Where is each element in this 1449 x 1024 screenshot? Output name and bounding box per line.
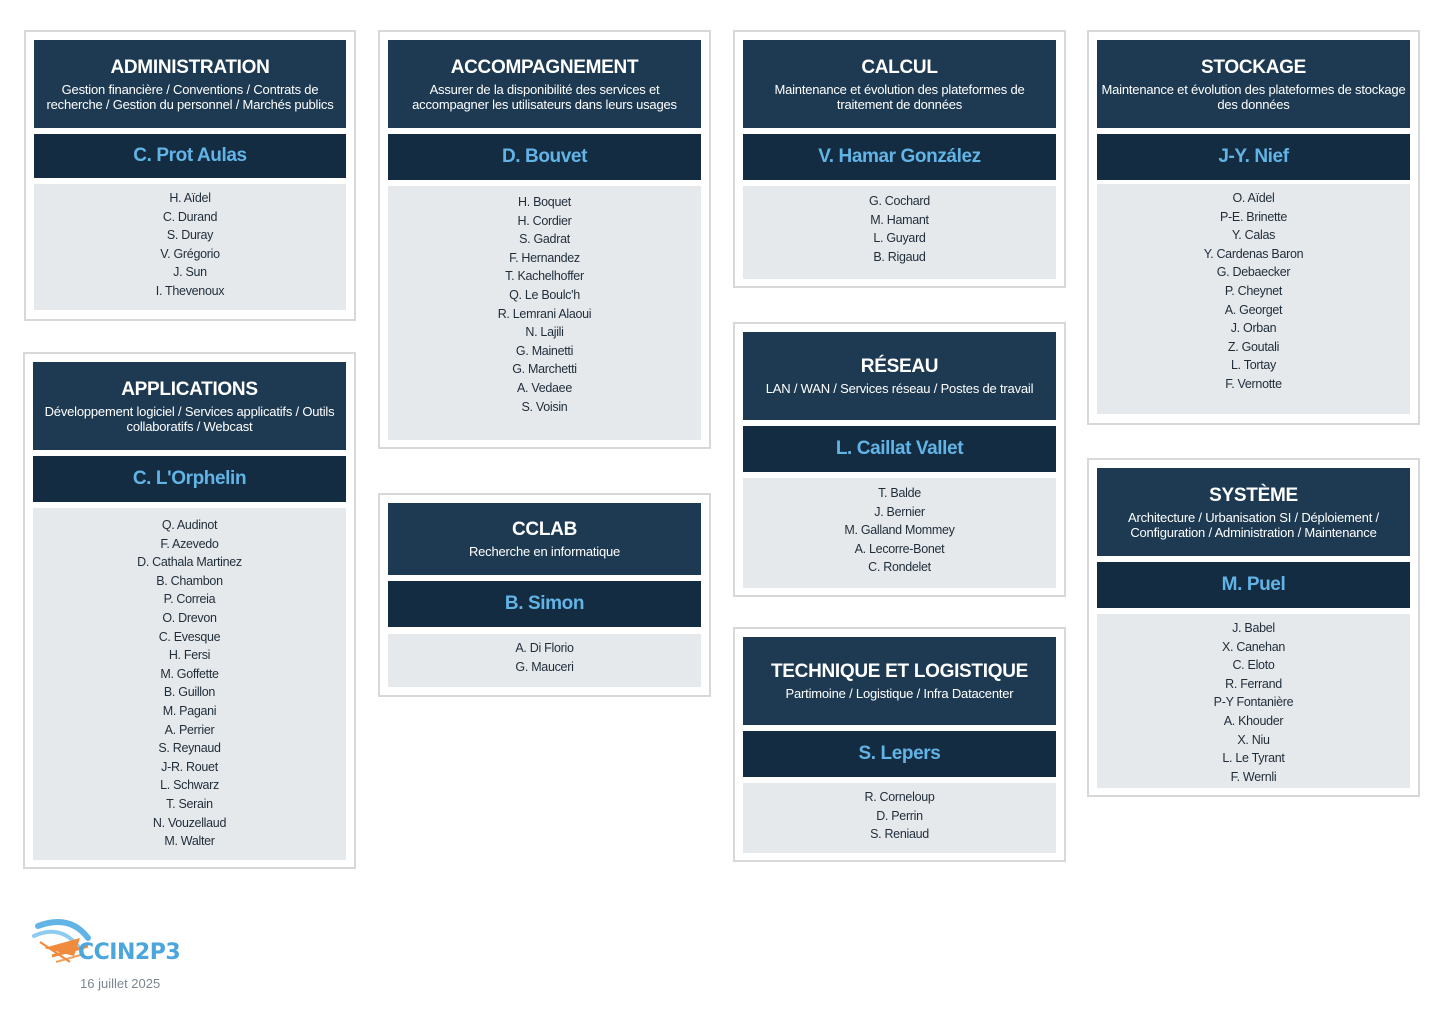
dept-title: SYSTÈME [1209,484,1298,506]
member-name: G. Mainetti [515,343,574,358]
member-name: P-E. Brinette [1220,209,1287,224]
member-name: J-R. Rouet [161,759,218,774]
dept-subtitle: Architecture / Urbanisation SI / Déploiement / Configuration / Administration / Maintenance [1128,509,1379,540]
dept-members [1097,614,1410,788]
member-name: J. Orban [1230,321,1277,336]
dept-subtitle: Gestion financière / Conventions / Contrats de recherche / Gestion du personnel / Marchés publics [46,81,334,112]
dept-cclab [378,493,711,697]
member-name: N. Lajili [525,325,564,340]
dept-subtitle: Développement logiciel / Services applicatifs / Outils collaboratifs / Webcast [44,403,335,434]
member-name: D. Cathala Martinez [137,555,242,570]
dept-lead: J-Y. Nief [1097,134,1410,180]
dept-subtitle: LAN / WAN / Services réseau / Postes de travail [765,381,1034,396]
member-name: G. Debaecker [1216,265,1291,280]
dept-calcul [733,30,1066,288]
dept-header [1097,40,1410,128]
dept-members [33,508,346,860]
dept-lead: B. Simon [388,581,701,627]
member-name: J. Sun [173,265,207,280]
member-name: S. Voisin [521,399,568,414]
member-name: T. Kachelhoffer [505,269,584,284]
dept-lead: C. L'Orphelin [33,456,346,502]
member-name: L. Tortay [1230,358,1276,373]
member-name: T. Balde [878,486,921,500]
dept-applications [23,352,356,869]
member-name: B. Rigaud [873,249,926,264]
dept-members [388,186,701,440]
member-name: B. Chambon [156,573,223,588]
member-name: L. Schwarz [160,778,219,793]
member-name: L. Guyard [873,231,926,246]
member-name: J. Bernier [874,504,925,519]
dept-subtitle: Partimoine / Logistique / Infra Datacenter [785,686,1014,701]
member-name: C. Evesque [158,629,221,644]
dept-lead: M. Puel [1097,562,1410,608]
logo-text: CCIN2P3 [78,940,181,965]
dept-header [743,332,1056,420]
dept-title: RÉSEAU [860,356,939,377]
member-name: G. Marchetti [512,362,577,377]
dept-administration [24,30,356,321]
dept-systeme [1087,458,1420,797]
dept-header [34,40,346,128]
member-name: C. Durand [162,209,218,224]
member-name: H. Aïdel [169,191,211,205]
member-name: I. Thevenoux [155,283,225,298]
member-name: A. Georget [1224,302,1283,317]
dept-accompagnement [378,30,711,449]
member-name: A. Lecorre-Bonet [854,541,945,556]
dept-members [743,186,1056,279]
dept-members [1097,184,1410,414]
dept-title: CCLAB [512,519,577,540]
dept-header [33,362,346,450]
member-name: R. Ferrand [1225,676,1282,691]
member-name: O. Aïdel [1232,191,1275,205]
member-name: H. Fersi [168,648,211,663]
member-name: L. Le Tyrant [1222,751,1285,766]
dept-header [388,40,701,128]
member-name: Q. Le Boulc'h [509,287,580,302]
dept-subtitle: Assurer de la disponibilité des services et accompagner les utilisateurs dans leurs usages [412,81,677,112]
footer-date: 16 juillet 2025 [80,976,161,991]
dept-members [34,184,346,310]
dept-title: TECHNIQUE ET LOGISTIQUE [770,661,1028,682]
member-name: X. Niu [1237,732,1270,747]
member-name: O. Drevon [162,610,217,625]
member-name: A. Di Florio [515,641,574,655]
member-name: S. Reynaud [158,741,221,756]
member-name: S. Reniaud [870,827,929,842]
member-name: Q. Audinot [161,518,218,532]
dept-title: STOCKAGE [1201,56,1306,78]
dept-members [743,478,1056,588]
dept-title: CALCUL [861,56,938,78]
member-name: B. Guillon [163,685,216,700]
dept-header [743,40,1056,128]
member-name: S. Duray [166,228,214,243]
member-name: M. Walter [164,834,215,849]
member-name: A. Perrier [164,722,215,737]
member-name: A. Khouder [1223,713,1284,728]
member-name: R. Lemrani Alaoui [497,306,592,321]
member-name: P-Y Fontanière [1213,695,1294,710]
dept-title: ACCOMPAGNEMENT [450,56,639,78]
dept-subtitle: Recherche en informatique [468,544,621,559]
member-name: A. Vedaee [517,380,572,395]
member-name: G. Cochard [869,194,930,208]
member-name: F. Vernotte [1225,376,1282,391]
member-name: C. Rondelet [868,560,931,575]
dept-subtitle: Maintenance et évolution des plateformes de traitement de données [774,81,1025,112]
member-name: C. Eloto [1232,658,1275,673]
dept-lead: D. Bouvet [388,134,701,180]
dept-header [388,503,701,575]
member-name: Y. Cardenas Baron [1203,246,1304,261]
member-name: H. Boquet [518,195,571,209]
member-name: M. Pagani [162,703,217,718]
member-name: J. Babel [1232,621,1275,635]
dept-lead: V. Hamar González [743,134,1056,180]
dept-technique-logistique [733,627,1066,862]
member-name: N. Vouzellaud [152,815,227,830]
dept-header [743,637,1056,725]
dept-subtitle: Maintenance et évolution des plateformes de stockage des données [1101,81,1406,112]
dept-title: APPLICATIONS [121,378,258,400]
dept-lead: S. Lepers [743,731,1056,777]
member-name: Z. Goutali [1227,339,1280,354]
dept-members [743,783,1056,853]
dept-lead: C. Prot Aulas [34,134,346,178]
member-name: P. Correia [163,592,216,607]
member-name: M. Goffette [160,666,219,681]
dept-members [388,634,701,687]
member-name: Y. Calas [1231,228,1276,243]
member-name: T. Serain [166,796,213,811]
member-name: F. Wernli [1230,769,1277,784]
member-name: S. Gadrat [519,232,570,247]
member-name: R. Corneloup [864,790,935,804]
dept-reseau [733,322,1066,597]
member-name: D. Perrin [876,808,923,823]
dept-title: ADMINISTRATION [110,56,270,78]
member-name: G. Mauceri [515,659,574,674]
member-name: H. Cordier [517,213,572,228]
dept-header [1097,468,1410,556]
member-name: P. Cheynet [1224,283,1283,298]
dept-lead: L. Caillat Vallet [743,426,1056,472]
member-name: F. Azevedo [160,536,219,551]
member-name: X. Canehan [1221,639,1286,654]
member-name: V. Grégorio [160,246,220,261]
member-name: F. Hernandez [509,250,580,265]
member-name: M. Hamant [870,212,929,227]
member-name: M. Galland Mommey [844,523,955,538]
dept-stockage [1087,30,1420,425]
